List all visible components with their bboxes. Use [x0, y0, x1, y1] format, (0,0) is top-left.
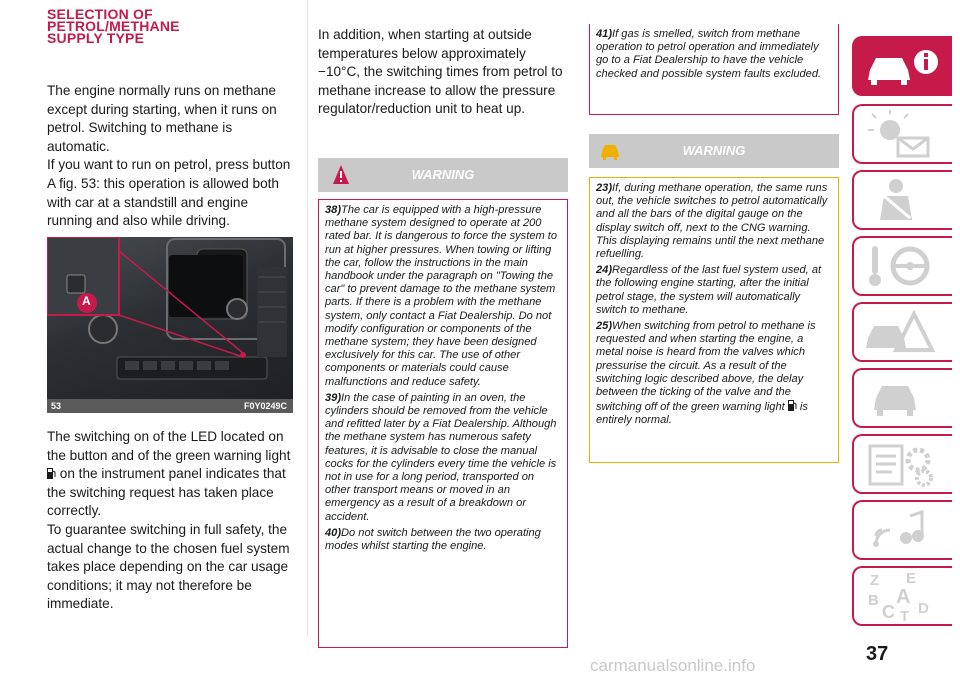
warning-item [596, 264, 832, 317]
tab-car-info[interactable] [852, 36, 952, 96]
warning-box-amber [589, 177, 839, 463]
paragraph [47, 428, 297, 521]
item-number: 23) [596, 182, 613, 194]
index-letters-icon: Z E B A C D T [868, 570, 929, 625]
warning-lights-icon [862, 110, 942, 160]
warning-title: WARNING [411, 167, 475, 182]
emergency-icon [862, 308, 942, 358]
seat-safety-icon [862, 176, 942, 226]
multimedia-icon [862, 506, 942, 556]
warning-item [596, 182, 832, 261]
item-text: Do not switch between the two operating modes whilst starting the engine. [325, 526, 541, 553]
item-text: When switching from petrol to methane is requested and when starting the engine, a metal noise is heard from the valves which pressurise the circuit. As a result of the switching logic described above, the delay between the ticking of the valve and the switching off of the green warning light [596, 320, 816, 414]
item-text: The car is equipped with a high-pressure methane system designed to operate at 200 rated bar. It is dangerous to force the system to run at higher pressures. When towing or lifting the car, follow the instructions in the main handbook under the paragraph on "Towing the car" to prevent damage to the methane system parts. If there is a problem with the methane system, only contact a Fiat Dealership. Do not modify configuration or components of the methane system; they have been designed exclusively for this car. The use of other components or materials could cause malfunctions and reduce safety. [325, 204, 558, 388]
column-2-intro: In addition, when starting at outside temperatures below approximately −10°C, the switching times from petrol to methane increase to allow the pressure regulator/reduction unit to heat up. [318, 27, 563, 117]
p3-before: The switching on of the LED located on the button and of the green warning light [47, 429, 291, 463]
title-line: SUPPLY TYPE [47, 30, 145, 46]
page-number: 37 [866, 643, 889, 665]
paragraph: If you want to run on petrol, press button A fig. 53: this operation is allowed both with car at a standstill and engine running and also while driving. [47, 157, 291, 229]
item-text: Regardless of the last fuel system used, at the following engine starting, after the initial petrol stage, the system will automatically switch to methane. [596, 264, 822, 316]
title-line: PETROL/METHANE [47, 18, 180, 34]
item-number: 40) [325, 526, 342, 539]
item-number: 38) [325, 204, 342, 216]
warning-item [596, 28, 832, 81]
figure-number: 53 [51, 401, 62, 411]
tab-multimedia[interactable] [852, 500, 952, 560]
tab-steering-key[interactable] [852, 236, 952, 296]
column-1-text [47, 82, 297, 231]
warning-item [596, 320, 832, 428]
tab-index[interactable] [852, 566, 952, 626]
warning-item [325, 392, 561, 524]
paragraph: The engine normally runs on methane except during starting, when it runs on petrol. Switching to methane is automatic. [47, 83, 277, 154]
watermark: carmanualsonline.info [590, 656, 756, 675]
item-text: If, during methane operation, the same runs out, the vehicle switches to petrol automatically and all the bars of the digital gauge on the display switch off, next to the CNG warning. This displaying remains until the next methane refuelling. [596, 182, 828, 261]
steering-key-icon [862, 242, 942, 292]
paragraph: To guarantee switching in full safety, the actual change to the chosen fuel system takes place depending on the car usage conditions; it may not therefore be immediate. [47, 521, 290, 612]
dashboard-illustration [47, 237, 293, 399]
fuel-pump-icon [788, 399, 797, 411]
tab-warning-lights[interactable] [852, 104, 952, 164]
item-text: is entirely normal. [596, 401, 808, 427]
tab-technical-data[interactable] [852, 434, 952, 494]
item-number: 24) [596, 264, 613, 277]
tab-emergency[interactable] [852, 302, 952, 362]
figure-caption [47, 399, 293, 413]
warning-title: WARNING [682, 143, 746, 158]
warning-box [318, 199, 568, 648]
section-title [47, 8, 297, 44]
tab-maintenance[interactable] [852, 368, 952, 428]
fuel-pump-icon [47, 467, 56, 479]
settings-gear-icon [862, 440, 942, 490]
item-text: In the case of painting in an oven, the cylinders should be removed from the vehicle and refitted later by a Fiat Dealership. Although the methane system has numerous safety features, it is advisable to close the manual cocks for the cylinders every time the vehicle is not in use for a long period, transported on other transport means or moved in an emergency as a result of a breakdown or accident. [325, 391, 557, 523]
callout-a: A [82, 294, 91, 308]
item-number: 41) [596, 28, 613, 40]
p3-after: on the instrument panel indicates that the switching request has taken place correctly. [47, 466, 286, 519]
figure-photo [47, 237, 293, 399]
maintenance-icon [862, 374, 942, 424]
warning-box-continued [589, 24, 839, 115]
item-number: 39) [325, 391, 342, 404]
warning-header [589, 134, 839, 168]
tab-seat-safety[interactable] [852, 170, 952, 230]
title-line: SELECTION OF [47, 6, 153, 22]
column-divider [307, 0, 308, 636]
column-1-text-lower [47, 428, 297, 614]
warning-item [325, 527, 561, 553]
item-text: If gas is smelled, switch from methane operation to petrol operation and immediately go to a Fiat Dealership to have the vehicle checked and possible system faults excluded. [596, 28, 822, 80]
item-number: 25) [596, 320, 613, 333]
car-info-icon [862, 42, 942, 92]
figure-code: F0Y0249C [243, 401, 287, 411]
warning-item [325, 204, 561, 389]
warning-header [318, 158, 568, 192]
